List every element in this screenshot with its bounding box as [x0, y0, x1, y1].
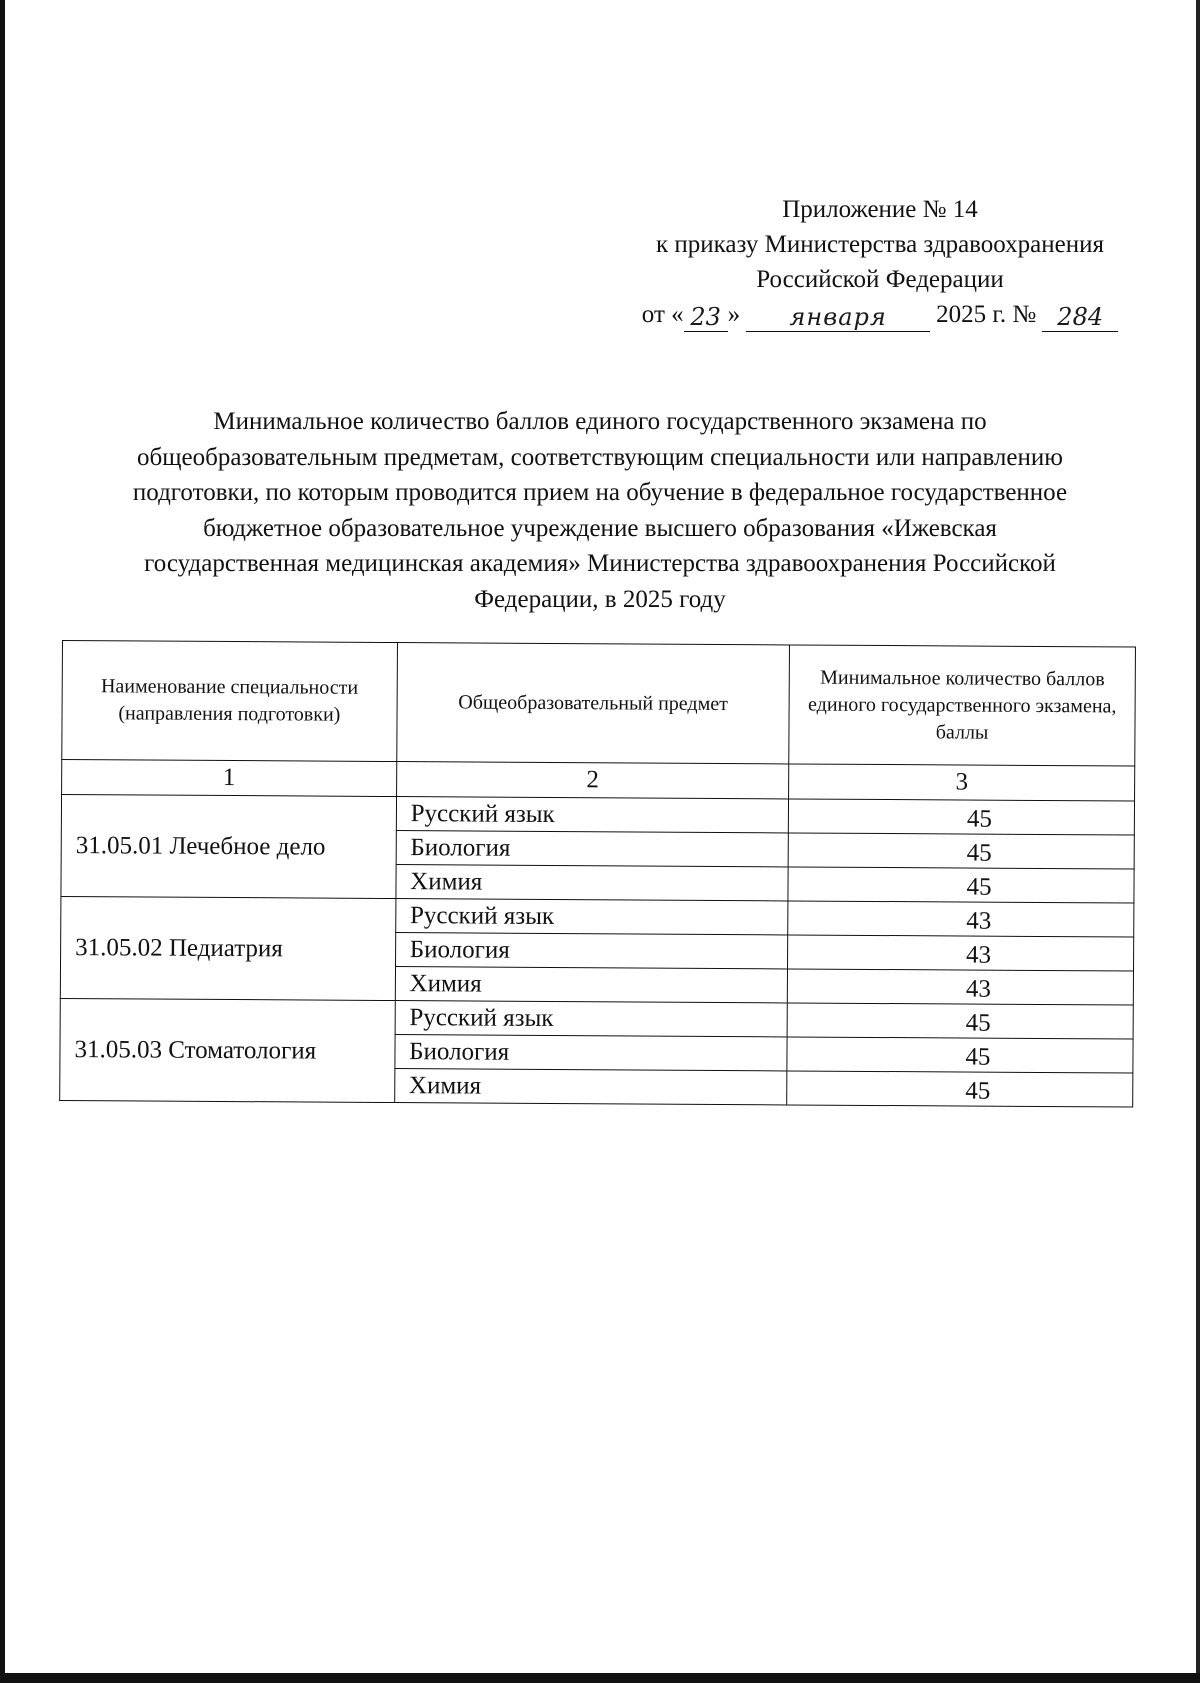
title-line: общеобразовательным предметам, соответствующим специальности или направлению	[137, 443, 1063, 471]
handwritten-day: 23	[684, 303, 728, 332]
subject-cell: Русский язык	[396, 797, 789, 833]
title-line: Федерации, в 2025 году	[474, 585, 726, 613]
header-subject: Общеобразовательный предмет	[396, 643, 789, 764]
column-number: 2	[396, 762, 789, 799]
subject-cell: Русский язык	[395, 1001, 788, 1037]
header-specialty: Наименование специальности (направления подготовки)	[62, 641, 397, 762]
column-number: 3	[789, 764, 1135, 801]
title-line: государственная медицинская академия» Министерства здравоохранения Российской	[144, 550, 1056, 577]
title-line: бюджетное образовательное учреждение высшего образования «Ижевская	[203, 514, 997, 542]
table-row	[61, 896, 1134, 937]
table-row	[60, 998, 1133, 1039]
score-cell: 43	[788, 969, 1134, 1005]
appendix-number: Приложение № 14	[782, 196, 978, 223]
appendix-block	[600, 192, 1160, 332]
score-cell: 43	[788, 935, 1134, 971]
specialty-cell: 31.05.03 Стоматология	[60, 998, 395, 1102]
date-year-text: 2025 г. №	[936, 301, 1037, 328]
scan-edge-bottom	[0, 1673, 1200, 1683]
scan-edge-right	[1196, 0, 1200, 1683]
appendix-order-ref: к приказу Министерства здравоохранения	[655, 231, 1105, 258]
subject-cell: Химия	[395, 967, 788, 1003]
subject-cell: Химия	[394, 1069, 787, 1105]
subject-cell: Биология	[395, 1035, 788, 1071]
date-prefix: от «	[641, 301, 684, 328]
subject-cell: Биология	[395, 933, 788, 969]
score-cell: 45	[787, 1003, 1133, 1039]
scores-table	[59, 640, 1136, 1108]
score-cell: 45	[789, 799, 1135, 835]
subject-cell: Биология	[396, 831, 789, 867]
handwritten-month: января	[746, 303, 930, 332]
table-row	[61, 795, 1134, 836]
column-number: 1	[62, 760, 397, 797]
score-cell: 45	[788, 833, 1134, 869]
score-cell: 43	[788, 901, 1134, 937]
appendix-ministry: Российской Федерации	[756, 266, 1004, 293]
appendix-date-line	[600, 297, 1160, 332]
date-close-quote: »	[727, 301, 741, 328]
scan-edge-left	[0, 0, 5, 1683]
score-cell: 45	[787, 1071, 1133, 1107]
table-header-row	[62, 641, 1136, 767]
subject-cell: Русский язык	[395, 899, 788, 935]
document-title	[70, 404, 1130, 617]
subject-cell: Химия	[396, 865, 789, 901]
title-line: подготовки, по которым проводится прием на обучение в федеральное государственное	[132, 479, 1068, 506]
specialty-cell: 31.05.01 Лечебное дело	[61, 795, 396, 899]
score-cell: 45	[787, 1037, 1133, 1073]
score-cell: 45	[788, 867, 1134, 903]
specialty-cell: 31.05.02 Педиатрия	[60, 896, 395, 1000]
title-line: Минимальное количество баллов единого государственного экзамена по	[213, 408, 987, 435]
header-min-score: Минимальное количество баллов единого государственного экзамена, баллы	[789, 645, 1135, 766]
handwritten-order-number: 284	[1042, 303, 1118, 332]
